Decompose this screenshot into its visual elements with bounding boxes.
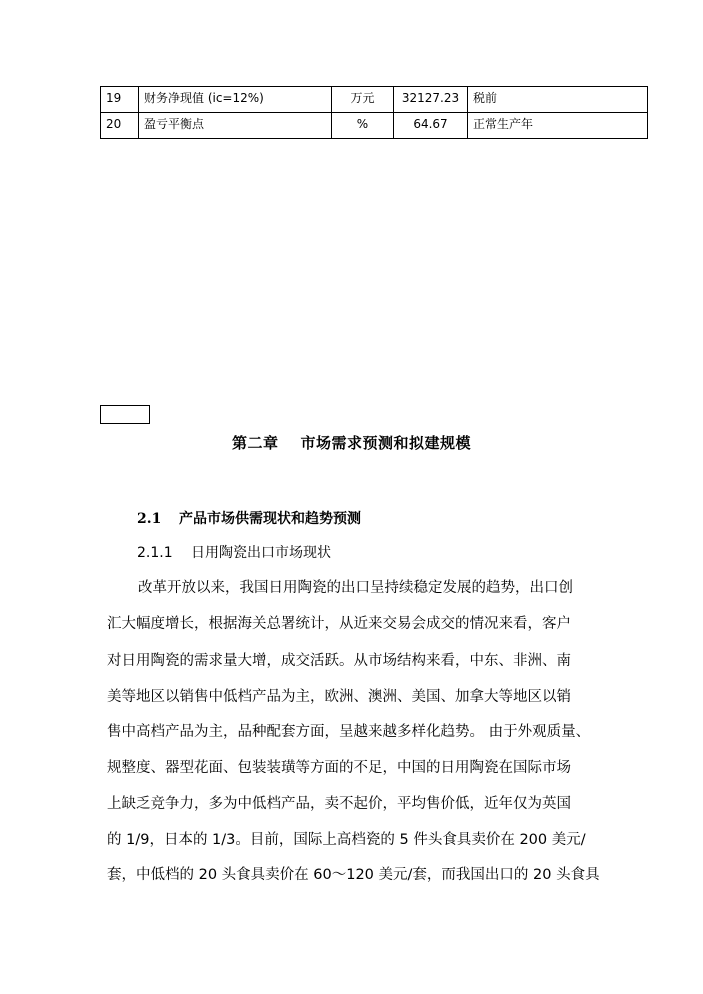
row-number: 20: [101, 113, 139, 139]
chapter-number: 第二章: [231, 434, 279, 452]
subsection-heading: [137, 542, 331, 562]
paragraph-line: 规整度、器型花面、包装装璜等方面的不足，中国的日用陶瓷在国际市场: [107, 760, 571, 776]
indicator-name: 盈亏平衡点: [139, 113, 332, 139]
table-row: [101, 113, 648, 139]
row-number: 19: [101, 87, 139, 113]
chapter-heading: [0, 432, 703, 453]
paragraph-line: 套，中低档的 20 头食具卖价在 60～120 美元/套，而我国出口的 20 头食具: [107, 867, 600, 883]
paragraph-line: 对日用陶瓷的需求量大增，成交活跃。从市场结构来看，中东、非洲、南: [107, 653, 571, 669]
paragraph-line: 售中高档产品为主，品种配套方面，呈越来越多样化趋势。 由于外观质量、: [107, 724, 591, 740]
paragraph-line: 的 1/9，日本的 1/3。目前，国际上高档瓷的 5 件头食具卖价在 200 美元/: [107, 832, 586, 848]
paragraph-line: 上缺乏竞争力，多为中低档产品，卖不起价，平均售价低，近年仅为英国: [107, 796, 571, 812]
indicator-value: 64.67: [394, 113, 468, 139]
paragraph-line: 汇大幅度增长，根据海关总署统计，从近来交易会成交的情况来看，客户: [107, 616, 571, 632]
indicator-table: [100, 86, 648, 139]
indicator-note: 正常生产年: [468, 113, 648, 139]
indicator-value: 32127.23: [394, 87, 468, 113]
section-number: 2.1: [137, 511, 162, 527]
indicator-name: 财务净现值 (ic=12%): [139, 87, 332, 113]
empty-text-box: [100, 405, 150, 424]
paragraph-line: 改革开放以来，我国日用陶瓷的出口呈持续稳定发展的趋势，出口创: [138, 580, 573, 596]
paragraph-line: 美等地区以销售中低档产品为主，欧洲、澳洲、美国、加拿大等地区以销: [107, 689, 571, 705]
section-heading: [137, 508, 361, 528]
subsection-title: 日用陶瓷出口市场现状: [191, 545, 331, 561]
indicator-note: 税前: [468, 87, 648, 113]
indicator-unit: %: [332, 113, 394, 139]
section-title: 产品市场供需现状和趋势预测: [179, 511, 361, 527]
subsection-number: 2.1.1: [137, 545, 173, 561]
chapter-title: 市场需求预测和拟建规模: [300, 434, 472, 452]
table-row: [101, 87, 648, 113]
indicator-unit: 万元: [332, 87, 394, 113]
